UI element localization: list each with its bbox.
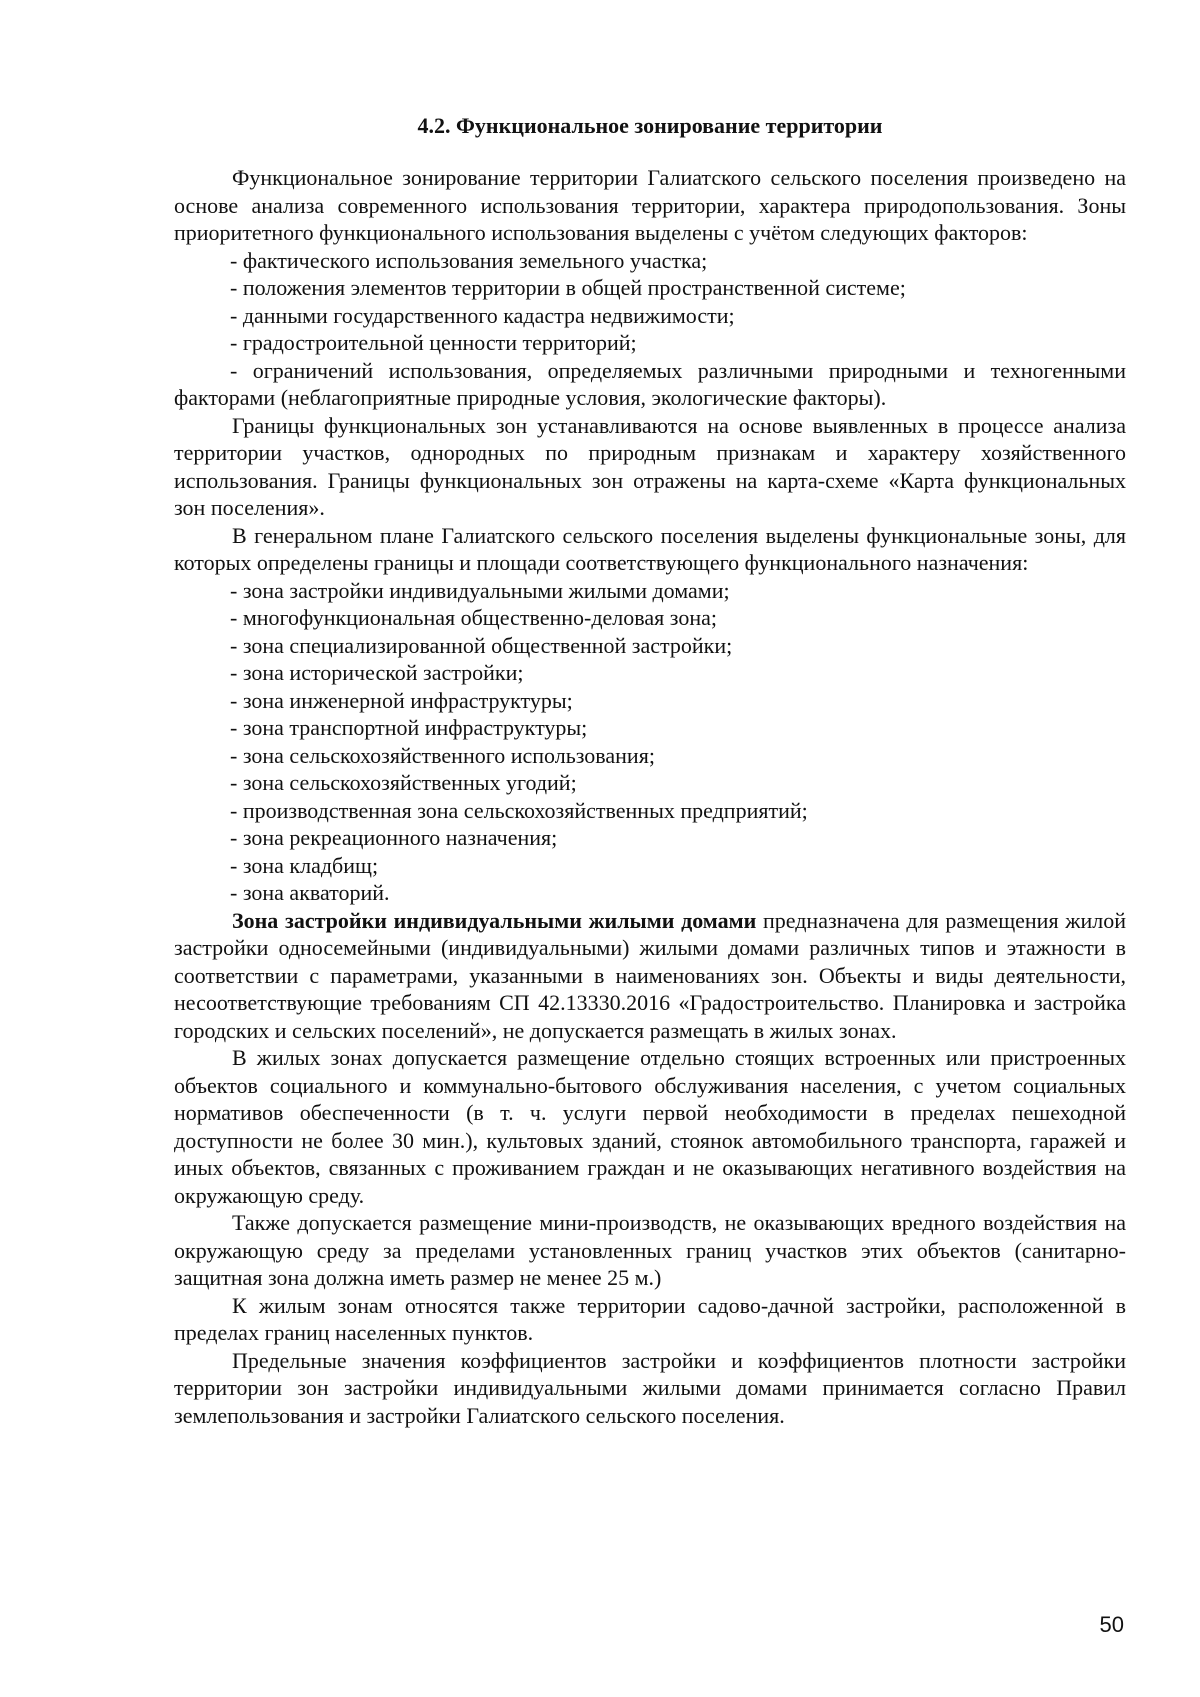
residential-paragraph: В жилых зонах допускается размещение отдельно стоящих встроенных или пристроенных объектов социального и коммунально-бытового обслуживания населения, с учетом социальных нормативов обеспеченности (в т. ч. услуги первой необходимости в пределах пешеходной доступности не более 30 мин.), культовых зданий, стоянок автомобильного транспорта, гаражей и иных объектов, связанных с проживанием граждан и не оказывающих негативного воздействия на окружающую среду.: [174, 1045, 1126, 1208]
list-item: - производственная зона сельскохозяйственных предприятий;: [230, 797, 808, 823]
page-number: 50: [1099, 1612, 1124, 1637]
garden-paragraph: К жилым зонам относятся также территории садово-дачной застройки, расположенной в пределах границ населенных пунктов.: [174, 1292, 1126, 1345]
list-item: - положения элементов территории в общей пространственной системе;: [230, 275, 906, 300]
list-item: - данными государственного кадастра недвижимости;: [230, 302, 735, 328]
intro-paragraph: Функциональное зонирование территории Галиатского сельского поселения произведено на основе анализа современного использования территории, характера природопользования. Зоны приоритетного функционального использования выделены с учётом следующих факторов:: [174, 165, 1126, 245]
zones-list: [174, 577, 1126, 907]
list-item: - зона кладбищ;: [230, 852, 379, 878]
list-item: - зона транспортной инфраструктуры;: [230, 715, 588, 740]
borders-paragraph: Границы функциональных зон устанавливаются на основе выявленных в процессе анализа территории участков, однородных по природным признакам и характеру хозяйственного использования. Границы функциональных зон отражены на карта-схеме «Карта функциональных зон поселения».: [174, 412, 1126, 520]
list-item: - ограничений использования, определяемых различными природными и техногенными факторами (неблагоприятные природные условия, экологические факторы).: [174, 357, 1126, 410]
list-item: - зона исторической застройки;: [230, 660, 524, 685]
genplan-paragraph: В генеральном плане Галиатского сельского поселения выделены функциональные зоны, для которых определены границы и площади соответствующего функционального назначения:: [174, 522, 1126, 575]
list-item: - зона застройки индивидуальными жилыми домами;: [230, 577, 730, 603]
mini-production-paragraph: Также допускается размещение мини-производств, не оказывающих вредного воздействия на окружающую среду за пределами установленных границ участков этих объектов (санитарно-защитная зона должна иметь размер не менее 25 м.): [174, 1210, 1126, 1290]
list-item: - зона рекреационного назначения;: [230, 825, 558, 850]
factors-list: [174, 247, 1126, 412]
list-item: - зона сельскохозяйственного использования;: [230, 742, 655, 768]
zone-definition-paragraph: [174, 907, 1126, 1045]
zone-definition-term: Зона застройки индивидуальными жилыми домами: [232, 907, 757, 933]
list-item: - многофункциональная общественно-деловая зона;: [230, 605, 717, 630]
limits-paragraph: Предельные значения коэффициентов застройки и коэффициентов плотности застройки территории зон застройки индивидуальными жилыми домами принимается согласно Правил землепользования и застройки Галиатского сельского поселения.: [174, 1347, 1126, 1428]
zone-definition-text: предназначена для размещения жилой застройки односемейными (индивидуальными) жилыми домами различных типов и этажности в соответствии с параметрами, указанными в наименованиях зон. Объекты и виды деятельности, несоответствующие требованиям СП 42.13330.2016 «Градостроительство. Планировка и застройка городских и сельских поселений», не допускается размещать в жилых зонах.: [174, 907, 1126, 1043]
list-item: - фактического использования земельного участка;: [230, 247, 708, 273]
list-item: - зона акваторий.: [230, 880, 390, 905]
list-item: - зона специализированной общественной застройки;: [230, 632, 733, 658]
list-item: - градостроительной ценности территорий;: [230, 330, 637, 355]
section-heading: 4.2. Функциональное зонирование территории: [417, 113, 883, 138]
list-item: - зона инженерной инфраструктуры;: [230, 687, 573, 713]
list-item: - зона сельскохозяйственных угодий;: [230, 770, 577, 795]
document-body: [174, 112, 1126, 1429]
